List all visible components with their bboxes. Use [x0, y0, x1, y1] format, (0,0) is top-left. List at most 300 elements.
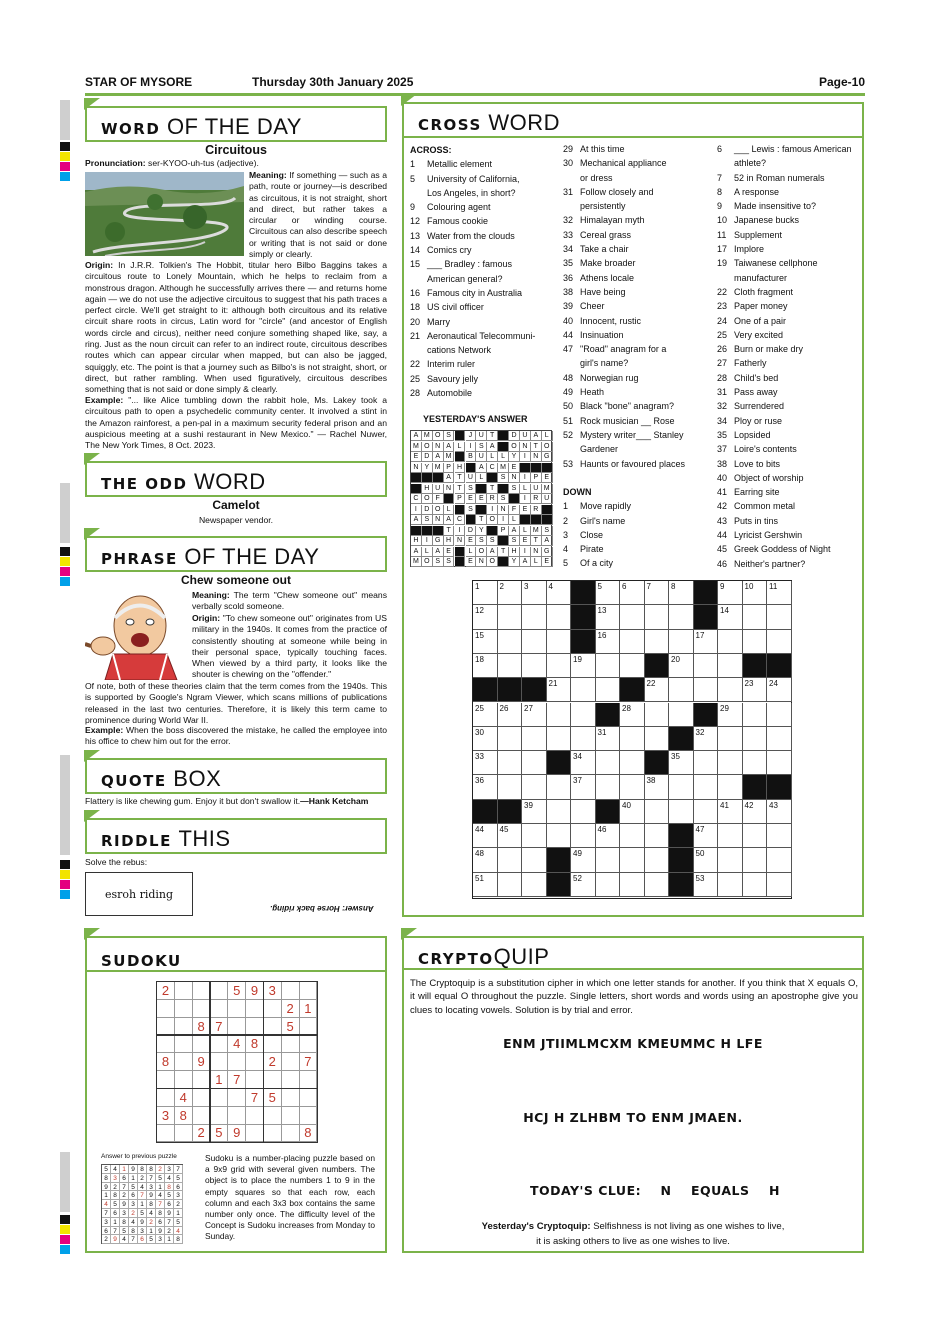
crossword-cell[interactable] — [645, 873, 670, 897]
clue-text: Puts in tins — [734, 515, 779, 526]
answer-cell: O — [542, 442, 553, 452]
clue-row — [410, 315, 560, 329]
sudoku-empty-cell[interactable] — [228, 1053, 246, 1071]
sudoku-empty-cell[interactable] — [264, 1018, 282, 1036]
crossword-cell[interactable]: 14 — [718, 605, 743, 629]
clue-text: 52 in Roman numerals — [734, 172, 825, 183]
crossword-cell[interactable] — [522, 751, 547, 775]
sudoku-empty-cell[interactable] — [193, 1071, 211, 1089]
crossword-cell[interactable] — [498, 848, 523, 872]
crossword-cell[interactable] — [718, 824, 743, 848]
crossword-cell[interactable] — [571, 703, 596, 727]
sudoku-empty-cell[interactable] — [246, 1018, 264, 1036]
answer-cell: N — [433, 515, 444, 525]
sudoku-given-cell: 4 — [228, 1035, 246, 1053]
crossword-cell[interactable] — [743, 605, 768, 629]
answer-cell: M — [444, 452, 455, 462]
crossword-cell[interactable] — [547, 800, 572, 824]
clue-text: Mechanical appliance — [580, 158, 667, 169]
crossword-cell[interactable] — [718, 873, 743, 897]
clue-text: University of California, — [427, 173, 520, 184]
clue-text: Cereal grass — [580, 229, 632, 240]
sudoku-empty-cell[interactable] — [210, 1053, 228, 1071]
crossword-cell[interactable] — [547, 605, 572, 629]
crossword-cell[interactable] — [669, 630, 694, 654]
crossword-cell[interactable] — [694, 800, 719, 824]
crossword-cell[interactable] — [694, 751, 719, 775]
sudoku-empty-cell[interactable] — [246, 1071, 264, 1089]
crossword-cell[interactable]: 37 — [571, 775, 596, 799]
answer-cell: T — [531, 536, 542, 546]
sudoku-empty-cell[interactable] — [228, 1000, 246, 1018]
answer-cell: A — [509, 526, 520, 536]
crossword-cell[interactable]: 17 — [694, 630, 719, 654]
clue-text: Japanese bucks — [734, 215, 800, 226]
sudoku-empty-cell[interactable] — [264, 1107, 282, 1125]
crossword-cell[interactable]: 50 — [694, 848, 719, 872]
crossword-cell[interactable]: 44 — [473, 824, 498, 848]
answer-cell: I — [422, 536, 433, 546]
side-bar — [60, 755, 70, 855]
sudoku-empty-cell[interactable] — [299, 982, 317, 1000]
crossword-cell[interactable] — [596, 873, 621, 897]
clue-text: Interim ruler — [427, 359, 476, 370]
crossword-cell[interactable] — [620, 654, 645, 678]
crossword-cell[interactable] — [547, 654, 572, 678]
crossword-cell[interactable]: 5 — [596, 581, 621, 605]
crossword-cell[interactable]: 21 — [547, 678, 572, 702]
crossword-cell[interactable]: 35 — [669, 751, 694, 775]
crossword-cell[interactable] — [645, 727, 670, 751]
sudoku-empty-cell[interactable] — [175, 1124, 193, 1142]
crossword-cell[interactable] — [694, 678, 719, 702]
crossword-cell[interactable]: 3 — [522, 581, 547, 605]
sudoku-empty-cell[interactable] — [210, 1089, 228, 1107]
sudoku-empty-cell[interactable] — [299, 1018, 317, 1036]
crossword-cell[interactable] — [498, 605, 523, 629]
sudoku-empty-cell[interactable] — [282, 982, 300, 1000]
crossword-cell[interactable] — [522, 630, 547, 654]
crossword-cell[interactable]: 12 — [473, 605, 498, 629]
crossword-cell[interactable] — [718, 727, 743, 751]
crossword-cell[interactable]: 8 — [669, 581, 694, 605]
crossword-cell[interactable] — [522, 873, 547, 897]
crossword-cell[interactable] — [596, 678, 621, 702]
clue-number: 48 — [563, 372, 574, 383]
crossword-cell[interactable]: 52 — [571, 873, 596, 897]
answer-cell: I — [455, 526, 466, 536]
crossword-cell[interactable] — [547, 703, 572, 727]
crossword-cell[interactable] — [743, 873, 768, 897]
crossword-cell[interactable] — [620, 727, 645, 751]
answer-cell: T — [476, 515, 487, 525]
crossword-cell[interactable] — [645, 630, 670, 654]
crossword-cell[interactable]: 13 — [596, 605, 621, 629]
crossword-cell[interactable]: 20 — [669, 654, 694, 678]
answer-cell: N — [520, 442, 531, 452]
side-bar — [60, 1152, 70, 1212]
crossword-cell[interactable]: 26 — [498, 703, 523, 727]
header-rule — [85, 93, 865, 96]
sudoku-empty-cell[interactable] — [282, 1035, 300, 1053]
answer-cell: R — [531, 505, 542, 515]
sudoku-empty-cell[interactable] — [210, 1107, 228, 1125]
crossword-cell[interactable] — [743, 848, 768, 872]
crossword-cell[interactable] — [718, 848, 743, 872]
crossword-cell[interactable] — [767, 824, 792, 848]
sudoku-empty-cell[interactable] — [299, 1071, 317, 1089]
crossword-cell[interactable] — [669, 775, 694, 799]
crossword-cell[interactable] — [620, 630, 645, 654]
clue-text: Colouring agent — [427, 202, 491, 213]
clue-text: Supplement — [734, 229, 783, 240]
crossword-cell[interactable] — [743, 703, 768, 727]
clue-row — [563, 356, 713, 370]
crossword-cell[interactable] — [743, 824, 768, 848]
crossword-cell[interactable]: 4 — [547, 581, 572, 605]
sudoku-empty-cell[interactable] — [264, 1124, 282, 1142]
crossword-cell[interactable] — [498, 654, 523, 678]
clue-row — [563, 213, 713, 227]
prev-answer-cell: 1 — [120, 1165, 129, 1174]
crossword-cell[interactable] — [645, 848, 670, 872]
clue-number: 43 — [717, 515, 728, 526]
clue-row — [717, 271, 862, 285]
sudoku-empty-cell[interactable] — [246, 1000, 264, 1018]
clue-text: Follow closely and — [580, 186, 654, 197]
crossword-black-cell — [498, 800, 523, 824]
crossword-cell[interactable]: 42 — [743, 800, 768, 824]
prev-sudoku-answer-grid — [101, 1164, 183, 1244]
crossword-cell[interactable]: 45 — [498, 824, 523, 848]
crossword-cell[interactable] — [620, 605, 645, 629]
crossword-cell[interactable] — [571, 824, 596, 848]
crossword-black-cell — [669, 727, 694, 751]
sudoku-empty-cell[interactable] — [228, 1107, 246, 1125]
sudoku-empty-cell[interactable] — [157, 1071, 175, 1089]
answer-cell: L — [466, 547, 477, 557]
answer-black-cell — [466, 515, 477, 525]
crossword-cell[interactable] — [718, 630, 743, 654]
answer-black-cell — [422, 473, 433, 483]
mark-yellow — [60, 557, 70, 566]
crossword-cell[interactable] — [718, 775, 743, 799]
crossword-cell[interactable] — [498, 873, 523, 897]
sudoku-empty-cell[interactable] — [175, 1000, 193, 1018]
clue-text: Take a chair — [580, 244, 629, 255]
crossword-cell[interactable]: 18 — [473, 654, 498, 678]
crossword-cell[interactable]: 34 — [571, 751, 596, 775]
clue-number: 1 — [563, 501, 569, 512]
prev-answer-cell: 3 — [102, 1218, 111, 1227]
sudoku-empty-cell[interactable] — [264, 1071, 282, 1089]
sudoku-empty-cell[interactable] — [175, 1053, 193, 1071]
crossword-cell[interactable]: 41 — [718, 800, 743, 824]
phrase-text: Chew someone out — [180, 573, 291, 587]
sudoku-empty-cell[interactable] — [157, 1124, 175, 1142]
crossword-cell[interactable] — [694, 775, 719, 799]
prev-answer-cell: 6 — [174, 1183, 183, 1192]
crossword-cell[interactable]: 46 — [596, 824, 621, 848]
crossword-cell[interactable]: 28 — [620, 703, 645, 727]
crossword-cell[interactable]: 31 — [596, 727, 621, 751]
crossword-black-cell — [645, 751, 670, 775]
mark-magenta — [60, 1235, 70, 1244]
crossword-cell[interactable] — [767, 703, 792, 727]
answer-black-cell — [455, 547, 466, 557]
clue-number — [563, 171, 580, 185]
crossword-cell[interactable] — [571, 727, 596, 751]
answer-cell: N — [476, 557, 487, 567]
crossword-cell[interactable] — [498, 775, 523, 799]
sudoku-empty-cell[interactable] — [175, 1071, 193, 1089]
prev-answer-cell: 5 — [165, 1191, 174, 1200]
crossword-cell[interactable] — [522, 727, 547, 751]
corner-flag — [84, 928, 100, 940]
crossword-cell[interactable] — [498, 751, 523, 775]
crossword-cell[interactable] — [669, 605, 694, 629]
prev-answer-cell: 6 — [138, 1235, 147, 1244]
crossword-cell[interactable]: 39 — [522, 800, 547, 824]
crossword-cell[interactable] — [718, 678, 743, 702]
crossword-cell[interactable] — [645, 800, 670, 824]
crossword-cell[interactable]: 47 — [694, 824, 719, 848]
crossword-cell[interactable] — [522, 605, 547, 629]
crossword-cell[interactable]: 2 — [498, 581, 523, 605]
answer-cell: P — [444, 463, 455, 473]
sudoku-empty-cell[interactable] — [299, 1089, 317, 1107]
crossword-cell[interactable] — [743, 751, 768, 775]
prev-answer-cell: 8 — [111, 1191, 120, 1200]
clue-number: 17 — [717, 244, 728, 255]
crossword-cell[interactable] — [596, 775, 621, 799]
clue-number: 11 — [717, 229, 727, 240]
crossword-cell[interactable] — [522, 848, 547, 872]
clue-number: 13 — [410, 230, 421, 241]
sudoku-empty-cell[interactable] — [228, 1018, 246, 1036]
crossword-cell[interactable] — [571, 678, 596, 702]
crossword-cell[interactable] — [620, 751, 645, 775]
clue-text: Athens locale — [580, 272, 635, 283]
sudoku-empty-cell[interactable] — [193, 1089, 211, 1107]
crossword-cell[interactable]: 38 — [645, 775, 670, 799]
crossword-cell[interactable] — [498, 727, 523, 751]
crossword-cell[interactable]: 40 — [620, 800, 645, 824]
sudoku-empty-cell[interactable] — [210, 982, 228, 1000]
crossword-cell[interactable]: 30 — [473, 727, 498, 751]
sudoku-empty-cell[interactable] — [246, 1107, 264, 1125]
prev-answer-cell: 4 — [156, 1191, 165, 1200]
clue-number: 40 — [563, 315, 574, 326]
sudoku-given-cell: 3 — [157, 1107, 175, 1125]
sudoku-empty-cell[interactable] — [282, 1124, 300, 1142]
answer-cell: S — [466, 505, 477, 515]
sudoku-empty-cell[interactable] — [282, 1107, 300, 1125]
sudoku-empty-cell[interactable] — [264, 1000, 282, 1018]
sudoku-empty-cell[interactable] — [210, 1000, 228, 1018]
clue-number: 35 — [563, 258, 574, 269]
sudoku-empty-cell[interactable] — [246, 1053, 264, 1071]
clue-row — [717, 185, 862, 199]
sudoku-empty-cell[interactable] — [246, 1124, 264, 1142]
clue-text: ___ Bradley : famous — [427, 259, 513, 270]
sudoku-empty-cell[interactable] — [157, 1035, 175, 1053]
crossword-cell[interactable]: 32 — [694, 727, 719, 751]
crossword-black-cell — [669, 824, 694, 848]
crossword-cell[interactable] — [571, 800, 596, 824]
crossword-cell[interactable]: 1 — [473, 581, 498, 605]
crossword-cell[interactable] — [767, 848, 792, 872]
sudoku-empty-cell[interactable] — [282, 1089, 300, 1107]
crossword-cell[interactable]: 16 — [596, 630, 621, 654]
crossword-cell[interactable] — [694, 654, 719, 678]
down-clues-col3 — [717, 142, 862, 571]
sudoku-given-cell: 4 — [175, 1089, 193, 1107]
crossword-cell[interactable] — [498, 630, 523, 654]
crossword-cell[interactable] — [767, 630, 792, 654]
sudoku-empty-cell[interactable] — [157, 1089, 175, 1107]
crossword-cell[interactable] — [596, 751, 621, 775]
sudoku-empty-cell[interactable] — [175, 1018, 193, 1036]
crossword-cell[interactable] — [547, 727, 572, 751]
crossword-cell[interactable] — [522, 824, 547, 848]
crossword-cell[interactable]: 22 — [645, 678, 670, 702]
sudoku-empty-cell[interactable] — [157, 1018, 175, 1036]
clue-number: 32 — [717, 401, 728, 412]
odd-word-title: THE ODD WORD — [101, 469, 266, 494]
sudoku-given-cell: 3 — [264, 982, 282, 1000]
crossword-title: CROSS WORD — [418, 110, 561, 135]
crossword-cell[interactable]: 7 — [645, 581, 670, 605]
crossword-cell[interactable] — [522, 654, 547, 678]
prev-answer-cell: 7 — [120, 1183, 129, 1192]
crossword-cell[interactable] — [620, 848, 645, 872]
crossword-cell[interactable]: 27 — [522, 703, 547, 727]
sudoku-empty-cell[interactable] — [282, 1071, 300, 1089]
answer-cell: S — [433, 557, 444, 567]
sudoku-empty-cell[interactable] — [175, 982, 193, 1000]
sudoku-given-cell: 2 — [264, 1053, 282, 1071]
sudoku-empty-cell[interactable] — [228, 1089, 246, 1107]
clue-text: Famous city in Australia — [427, 287, 523, 298]
crossword-cell[interactable] — [620, 824, 645, 848]
prev-answer-cell: 7 — [111, 1227, 120, 1236]
crossword-cell[interactable] — [743, 727, 768, 751]
crossword-cell[interactable]: 9 — [718, 581, 743, 605]
clue-number — [563, 356, 580, 370]
sudoku-empty-cell[interactable] — [193, 1035, 211, 1053]
crossword-cell[interactable] — [669, 678, 694, 702]
crossword-cell[interactable] — [645, 703, 670, 727]
cryptoquip-title: CRYPTOQUIP — [418, 944, 550, 969]
clue-row — [717, 485, 862, 499]
clue-row — [563, 442, 713, 456]
crossword-cell[interactable] — [547, 630, 572, 654]
crossword-cell[interactable]: 11 — [767, 581, 792, 605]
crossword-cell[interactable] — [767, 605, 792, 629]
prev-answer-cell: 4 — [129, 1218, 138, 1227]
crossword-cell[interactable] — [767, 873, 792, 897]
crossword-cell[interactable]: 15 — [473, 630, 498, 654]
crossword-cell[interactable] — [620, 775, 645, 799]
crossword-cell[interactable]: 23 — [743, 678, 768, 702]
crossword-cell[interactable]: 36 — [473, 775, 498, 799]
crossword-cell[interactable] — [547, 775, 572, 799]
crossword-cell[interactable] — [743, 630, 768, 654]
sudoku-empty-cell[interactable] — [299, 1035, 317, 1053]
crossword-cell[interactable]: 25 — [473, 703, 498, 727]
crossword-cell[interactable]: 29 — [718, 703, 743, 727]
sudoku-empty-cell[interactable] — [299, 1107, 317, 1125]
sudoku-empty-cell[interactable] — [193, 1000, 211, 1018]
crossword-cell[interactable]: 49 — [571, 848, 596, 872]
crossword-cell[interactable]: 33 — [473, 751, 498, 775]
answer-cell: E — [466, 557, 477, 567]
crossword-cell[interactable] — [645, 824, 670, 848]
crossword-cell[interactable] — [547, 824, 572, 848]
crossword-cell[interactable] — [645, 605, 670, 629]
crossword-cell[interactable]: 10 — [743, 581, 768, 605]
clue-row — [717, 342, 862, 356]
prev-answer-cell: 5 — [129, 1183, 138, 1192]
sudoku-empty-cell[interactable] — [282, 1053, 300, 1071]
crossword-cell[interactable] — [522, 775, 547, 799]
sudoku-empty-cell[interactable] — [193, 1107, 211, 1125]
crossword-cell[interactable]: 6 — [620, 581, 645, 605]
clue-text: Child's bed — [734, 372, 779, 383]
sudoku-empty-cell[interactable] — [210, 1035, 228, 1053]
sudoku-given-cell: 7 — [210, 1018, 228, 1036]
sudoku-empty-cell[interactable] — [157, 1000, 175, 1018]
clue-text: Haunts or favoured places — [580, 458, 686, 469]
crossword-cell[interactable] — [767, 751, 792, 775]
crossword-cell[interactable]: 19 — [571, 654, 596, 678]
crossword-cell[interactable] — [669, 703, 694, 727]
answer-cell: A — [542, 536, 553, 546]
crossword-cell[interactable] — [718, 751, 743, 775]
odd-word-meaning: Newspaper vendor. — [198, 515, 274, 525]
answer-black-cell — [487, 473, 498, 483]
crossword-cell[interactable]: 51 — [473, 873, 498, 897]
crossword-cell[interactable] — [767, 727, 792, 751]
sudoku-empty-cell[interactable] — [264, 1035, 282, 1053]
todays-clue: TODAY'S CLUE: N EQUALS H — [530, 1183, 780, 1198]
clue-number — [410, 186, 427, 200]
sudoku-empty-cell[interactable] — [175, 1035, 193, 1053]
prev-answer-cell: 5 — [147, 1235, 156, 1244]
clue-row — [563, 271, 713, 285]
crossword-cell[interactable] — [596, 848, 621, 872]
crossword-cell[interactable]: 24 — [767, 678, 792, 702]
sudoku-empty-cell[interactable] — [193, 982, 211, 1000]
crossword-cell[interactable]: 53 — [694, 873, 719, 897]
crossword-cell[interactable] — [620, 873, 645, 897]
prev-answer-cell: 6 — [111, 1209, 120, 1218]
prev-answer-cell: 7 — [156, 1200, 165, 1209]
crossword-cell[interactable]: 48 — [473, 848, 498, 872]
crossword-cell[interactable] — [669, 800, 694, 824]
crossword-cell[interactable]: 43 — [767, 800, 792, 824]
crossword-cell[interactable] — [596, 654, 621, 678]
cryptoquip-line1: ENM JTIIMLMCXM KMEUMMC H LFE — [503, 1036, 763, 1051]
clue-row — [410, 272, 560, 286]
prev-answer-cell: 2 — [165, 1227, 174, 1236]
crossword-cell[interactable] — [718, 654, 743, 678]
prev-answer-cell: 2 — [156, 1165, 165, 1174]
clue-text: athlete? — [734, 158, 767, 169]
prev-answer-cell: 5 — [174, 1174, 183, 1183]
answer-cell: N — [411, 463, 422, 473]
